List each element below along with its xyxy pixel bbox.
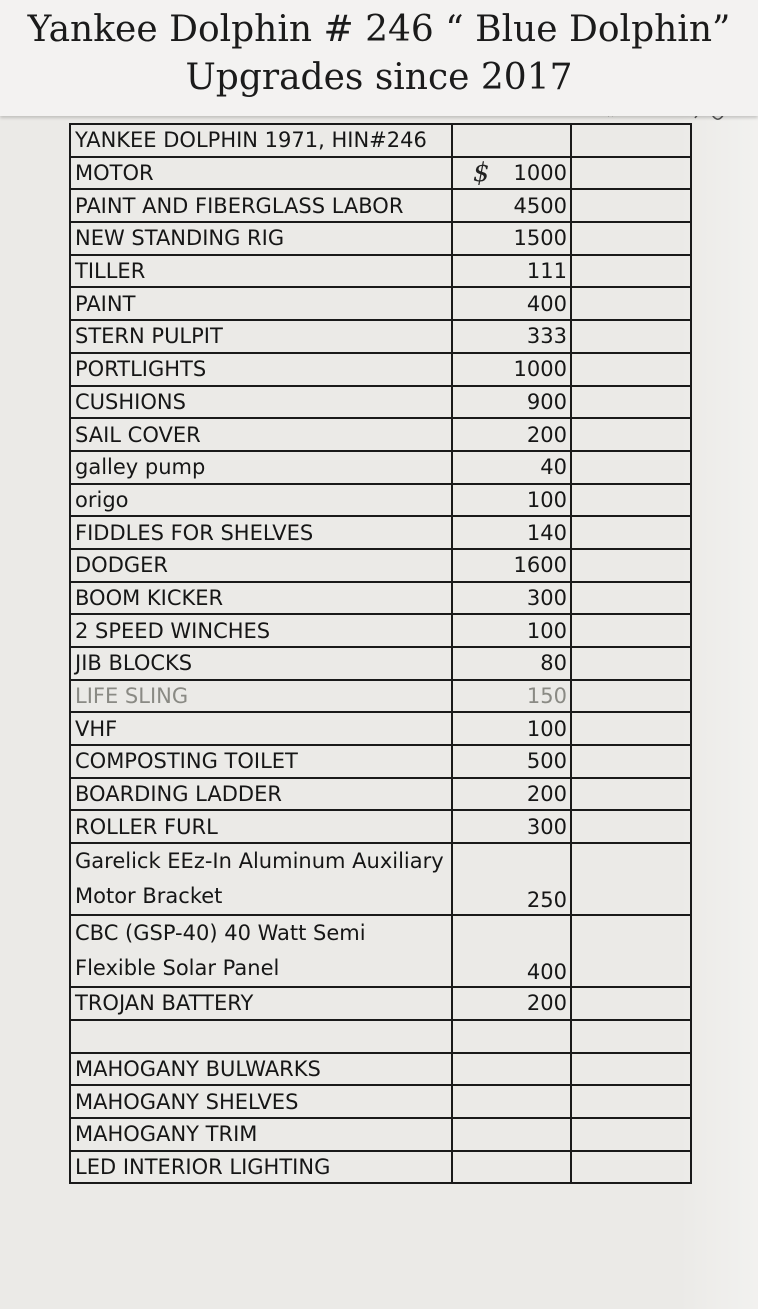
blank-cell: [571, 287, 691, 320]
amount-cell: [452, 157, 571, 190]
blank-cell: [571, 1020, 691, 1053]
blank-cell: [571, 516, 691, 549]
blank-cell: [571, 124, 691, 157]
amount-cell: 400: [452, 915, 571, 987]
item-cell: PAINT AND FIBERGLASS LABOR: [70, 189, 452, 222]
amount-cell: 4500: [452, 189, 571, 222]
blank-cell: [571, 1053, 691, 1086]
handwritten-dollar-sign: $: [473, 158, 490, 189]
item-cell: BOARDING LADDER: [70, 778, 452, 811]
amount-cell: 140: [452, 516, 571, 549]
table-row: [70, 810, 691, 843]
page-title: Yankee Dolphin # 246 “ Blue Dolphin”: [27, 9, 731, 50]
table-row: [70, 451, 691, 484]
item-cell: CBC (GSP-40) 40 Watt Semi Flexible Solar Panel: [70, 915, 452, 987]
blank-cell: [571, 189, 691, 222]
item-cell: VHF: [70, 712, 452, 745]
amount-cell: 300: [452, 810, 571, 843]
amount-cell: 40: [452, 451, 571, 484]
blank-cell: [571, 810, 691, 843]
amount-cell: 250: [452, 843, 571, 915]
blank-cell: [571, 320, 691, 353]
blank-cell: [571, 843, 691, 915]
item-cell: DODGER: [70, 549, 452, 582]
amount-cell: 150: [452, 680, 571, 713]
blank-cell: [571, 451, 691, 484]
blank-cell: [571, 386, 691, 419]
item-cell: 2 SPEED WINCHES: [70, 614, 452, 647]
blank-cell: [571, 745, 691, 778]
blank-cell: [571, 582, 691, 615]
table-row: [70, 745, 691, 778]
amount-cell: 200: [452, 418, 571, 451]
amount-cell: 333: [452, 320, 571, 353]
table-row: [70, 353, 691, 386]
item-cell: galley pump: [70, 451, 452, 484]
amount-cell: 200: [452, 778, 571, 811]
item-cell: MAHOGANY SHELVES: [70, 1085, 452, 1118]
amount-cell: [452, 1151, 571, 1184]
item-cell: [70, 1020, 452, 1053]
table-row: [70, 189, 691, 222]
blank-cell: [571, 1085, 691, 1118]
item-cell: FIDDLES FOR SHELVES: [70, 516, 452, 549]
amount-cell: 80: [452, 647, 571, 680]
table-row: [70, 157, 691, 190]
blank-cell: [571, 1118, 691, 1151]
upgrades-table: [69, 123, 692, 1184]
table-row: [70, 614, 691, 647]
amount-cell: [452, 1118, 571, 1151]
blank-cell: [571, 484, 691, 517]
amount-cell: 100: [452, 484, 571, 517]
table-row: [70, 386, 691, 419]
blank-cell: [571, 647, 691, 680]
item-cell: Garelick EEz-In Aluminum Auxiliary Motor Bracket: [70, 843, 452, 915]
amount-cell: 1600: [452, 549, 571, 582]
item-cell: STERN PULPIT: [70, 320, 452, 353]
table-row: [70, 484, 691, 517]
blank-cell: [571, 222, 691, 255]
table-row: [70, 255, 691, 288]
table-row: [70, 516, 691, 549]
table-row: [70, 1053, 691, 1086]
table-row: [70, 418, 691, 451]
item-cell: MAHOGANY TRIM: [70, 1118, 452, 1151]
amount-cell: 100: [452, 712, 571, 745]
item-cell: NEW STANDING RIG: [70, 222, 452, 255]
item-cell: TROJAN BATTERY: [70, 987, 452, 1020]
item-cell: MOTOR: [70, 157, 452, 190]
item-cell: TILLER: [70, 255, 452, 288]
amount-cell: 500: [452, 745, 571, 778]
amount-cell: 1500: [452, 222, 571, 255]
item-cell: ROLLER FURL: [70, 810, 452, 843]
table-row: [70, 1085, 691, 1118]
table-row: [70, 778, 691, 811]
table-row: [70, 1118, 691, 1151]
item-cell: MAHOGANY BULWARKS: [70, 1053, 452, 1086]
table-row: [70, 582, 691, 615]
blank-cell: [571, 418, 691, 451]
table-row: [70, 647, 691, 680]
table-row: [70, 712, 691, 745]
item-cell: COMPOSTING TOILET: [70, 745, 452, 778]
blank-cell: [571, 987, 691, 1020]
item-cell: YANKEE DOLPHIN 1971, HIN#246: [70, 124, 452, 157]
blank-cell: [571, 353, 691, 386]
amount-cell: 300: [452, 582, 571, 615]
blank-cell: [571, 1151, 691, 1184]
table-row: [70, 1020, 691, 1053]
item-cell: LED INTERIOR LIGHTING: [70, 1151, 452, 1184]
item-cell: SAIL COVER: [70, 418, 452, 451]
item-cell: PORTLIGHTS: [70, 353, 452, 386]
blank-cell: [571, 712, 691, 745]
item-cell: JIB BLOCKS: [70, 647, 452, 680]
table-row: [70, 915, 691, 987]
title-label: [0, 0, 758, 116]
item-cell: BOOM KICKER: [70, 582, 452, 615]
amount-cell: 1000: [452, 353, 571, 386]
amount-cell: [452, 1085, 571, 1118]
page-subtitle: Upgrades since 2017: [185, 57, 573, 98]
table-row: [70, 987, 691, 1020]
item-cell: origo: [70, 484, 452, 517]
table-row: [70, 222, 691, 255]
amount-cell: 111: [452, 255, 571, 288]
blank-cell: [571, 778, 691, 811]
blank-cell: [571, 157, 691, 190]
amount-cell: [452, 124, 571, 157]
table-row: [70, 680, 691, 713]
table-row: [70, 124, 691, 157]
amount-value: 1000: [513, 161, 567, 186]
item-cell: CUSHIONS: [70, 386, 452, 419]
item-cell: LIFE SLING: [70, 680, 452, 713]
table-row: [70, 1151, 691, 1184]
table-row: [70, 843, 691, 915]
amount-cell: [452, 1020, 571, 1053]
amount-cell: 200: [452, 987, 571, 1020]
blank-cell: [571, 680, 691, 713]
amount-cell: 900: [452, 386, 571, 419]
amount-cell: 100: [452, 614, 571, 647]
blank-cell: [571, 614, 691, 647]
blank-cell: [571, 255, 691, 288]
amount-cell: 400: [452, 287, 571, 320]
table-row: [70, 287, 691, 320]
blank-cell: [571, 549, 691, 582]
table-row: [70, 549, 691, 582]
amount-cell: [452, 1053, 571, 1086]
item-cell: PAINT: [70, 287, 452, 320]
blank-cell: [571, 915, 691, 987]
table-row: [70, 320, 691, 353]
